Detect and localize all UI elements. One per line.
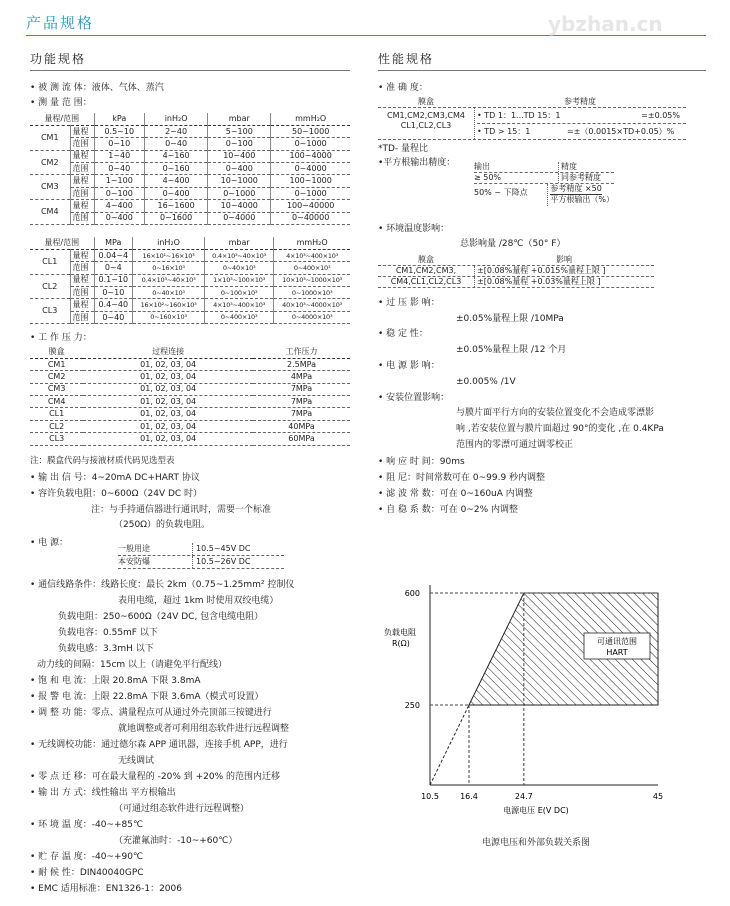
pressure-cell: CL3 — [30, 433, 83, 445]
table-row — [30, 287, 350, 299]
ambient-effect-sub: 总影响量 /28℃（50° F） — [460, 239, 566, 249]
range-cell: 范围 — [70, 163, 94, 175]
temp-row2-effect: ±[0.08%量程 +0.03%量程上限 ] — [474, 277, 654, 287]
overpressure-label: • 过 压 影 响： — [378, 298, 440, 308]
range-cell: 1~40 — [94, 150, 145, 162]
table-row — [30, 125, 350, 137]
range-cell: 4×10³~400×10³ — [274, 249, 350, 261]
range-cell: 0.4×10³~40×10³ — [205, 249, 274, 261]
range-cell: 2~40 — [145, 125, 208, 137]
range-cell: 量程 — [70, 175, 94, 187]
sqrt-row2-out: 50% ~ 下降点 — [474, 188, 528, 197]
pressure-header-cell: 工作压力 — [253, 346, 350, 358]
range-cell: 16×10¹~16×10³ — [133, 249, 205, 261]
range-cell: 0~4 — [94, 262, 133, 274]
power-is-label: 本安防爆 — [118, 557, 150, 566]
mounting-1: 与膜片面平行方向的安装位置变化不会造成零漂影 — [456, 408, 655, 418]
sqrt-head-out: 输出 — [474, 162, 490, 171]
pressure-cell: 60MPa — [253, 433, 350, 445]
x-tick-label: 24.7 — [514, 792, 533, 801]
table-row — [30, 311, 350, 323]
range-cell: 范围 — [70, 262, 94, 274]
range-cell: 10~4000 — [208, 200, 271, 212]
table-row — [30, 358, 350, 370]
range-cell: 0~400 — [208, 163, 271, 175]
measured-medium: • 被 测 流 体：液体、气体、蒸汽 — [30, 83, 164, 93]
table-row — [30, 138, 350, 150]
stability-value: ±0.05%量程上限 /12 个月 — [456, 345, 567, 355]
range-header-cell: 量程/范围 — [30, 237, 94, 249]
pressure-cell: 01, 02, 03, 04 — [83, 433, 253, 445]
pressure-cell: 7MPa — [253, 383, 350, 395]
saturation-current: • 饱 和 电 流：上限 20.8mA 下限 3.8mA — [30, 676, 201, 686]
damping: • 阻 尼：时间常数可在 0~99.9 秒内调整 — [378, 473, 546, 483]
performance-spec-title: 性能规格 — [378, 52, 435, 66]
range-cell: 1~100 — [94, 175, 145, 187]
range-cell: 0~160 — [145, 163, 208, 175]
acc-td-high: • TD > 15：1 — [477, 126, 531, 136]
power-label: • 电 源： — [30, 538, 69, 548]
pressure-cell: 7MPa — [253, 408, 350, 420]
range-cell: 100~40000 — [271, 200, 350, 212]
range-cell: 4×10³~400×10³ — [205, 299, 274, 311]
pressure-cell: 01, 02, 03, 04 — [83, 383, 253, 395]
range-cell: 1×10³~100×10³ — [205, 274, 274, 286]
acc-td-high-val: =±（0.0015×TD+0.05）% — [567, 126, 675, 136]
pressure-cell: 01, 02, 03, 04 — [83, 371, 253, 383]
y-axis-label-unit: R(Ω) — [392, 639, 410, 648]
range-cell: 4~400 — [145, 175, 208, 187]
table-row — [30, 200, 350, 212]
storage-temp: • 贮 存 温 度：-40~+90℃ — [30, 852, 144, 862]
range-cell: 100~1000 — [271, 175, 350, 187]
filter-constant: • 滤 波 常 数：可在 0~160uA 内调整 — [378, 489, 533, 499]
acc-head-box: 膜盒 — [418, 97, 434, 106]
range-cell: 0~400 — [94, 212, 145, 224]
power-is-value: 10.5~26V DC — [192, 556, 253, 568]
capsule-cell: CL1 — [30, 249, 70, 274]
acc-td-low-val: =±0.05% — [641, 110, 680, 120]
range-cell: 0~400×10³ — [205, 311, 274, 323]
capsule-cell: CL2 — [30, 274, 70, 299]
functional-spec-title: 功能规格 — [30, 52, 87, 66]
chart-caption: 电源电压和外部负载关系图 — [482, 838, 591, 848]
performance-spec-rule — [378, 70, 706, 71]
temp-row1-effect: ±[0.08%量程 +0.015%量程上限 ] — [474, 266, 654, 276]
comm-line-3: 负载电阻：250~600Ω（24V DC, 包含电缆电阻） — [58, 612, 264, 622]
y-axis-label: 负载电阻 — [384, 628, 416, 637]
x-tick-label: 45 — [652, 792, 664, 801]
pressure-cell: CM1 — [30, 358, 83, 370]
self-stabilization: • 自 稳 系 数：可在 0~2% 内调整 — [378, 505, 519, 515]
range-header-cell: mmH₂O — [274, 237, 350, 249]
functional-spec-rule — [30, 70, 350, 71]
range-header-cell: MPa — [94, 237, 133, 249]
range-cell: 0~40×10³ — [133, 287, 205, 299]
range-cell: 0~10 — [94, 287, 133, 299]
range-cell: 0.4~40 — [94, 299, 133, 311]
boundary-line — [430, 705, 469, 785]
pressure-cell: 01, 02, 03, 04 — [83, 420, 253, 432]
sqrt-row2-acc-2: 平方根输出（%） — [550, 195, 614, 204]
comm-line-4: 负载电容：0.55mF 以下 — [58, 628, 158, 638]
pressure-cell: CM3 — [30, 383, 83, 395]
table-row — [30, 299, 350, 311]
range-cell: 0~4000 — [271, 163, 350, 175]
range-cell: 100~4000 — [271, 150, 350, 162]
range-header-cell: inH₂O — [133, 237, 205, 249]
range-cell: 0~4000 — [208, 212, 271, 224]
range-cell: 量程 — [70, 249, 94, 261]
range-cell: 0~40 — [94, 163, 145, 175]
range-cell: 0~40 — [94, 311, 133, 323]
response-time: • 响 应 时 间：90ms — [378, 457, 465, 467]
acc-td-low: • TD 1：1...TD 15：1 — [477, 110, 561, 120]
table-row — [30, 274, 350, 286]
table-row — [30, 249, 350, 261]
range-cell: 0~100×10³ — [205, 287, 274, 299]
pressure-cell: 01, 02, 03, 04 — [83, 358, 253, 370]
comm-line-5: 负载电感：3.3mH 以下 — [58, 644, 154, 654]
sqrt-table — [474, 162, 614, 206]
range-cell: 量程 — [70, 274, 94, 286]
range-cell: 范围 — [70, 138, 94, 150]
mounting-2: 响 ,若安装位置与膜片面超过 90°的变化 ,在 0.4KPa — [456, 424, 664, 434]
power-table — [118, 543, 284, 569]
ambient-effect-table — [378, 255, 654, 288]
range-header-cell: mmH₂O — [271, 113, 350, 125]
accuracy-table — [378, 97, 686, 140]
capsule-note: 注：膜盒代码与接液材质代码见选型表 — [30, 456, 175, 466]
range-table-kpa — [30, 113, 350, 225]
x-tick-label: 16.4 — [460, 792, 478, 801]
table-row — [30, 371, 350, 383]
sqrt-head-acc: 精度 — [558, 162, 577, 172]
overpressure-value: ±0.05%量程上限 /10MPa — [456, 314, 564, 324]
emc-standard: • EMC 适用标准：EN1326-1：2006 — [30, 884, 182, 894]
pressure-cell: 01, 02, 03, 04 — [83, 408, 253, 420]
x-tick-label: 10.5 — [421, 792, 439, 801]
range-cell: 范围 — [70, 287, 94, 299]
stability-label: • 稳 定 性： — [378, 329, 428, 339]
power-effect-label: • 电 源 影 响： — [378, 361, 440, 371]
load-note-1: 注：与手持通信器进行通讯时，需要一个标准 — [91, 505, 272, 515]
weather-resistance: • 耐 候 性：DIN40040GPC — [30, 868, 144, 878]
range-cell: 量程 — [70, 125, 94, 137]
range-cell: 10~1000 — [208, 175, 271, 187]
hart-label-1: 可通讯范围 — [597, 637, 637, 646]
range-cell: 范围 — [70, 212, 94, 224]
range-header-cell: mbar — [208, 113, 271, 125]
pressure-cell: 01, 02, 03, 04 — [83, 396, 253, 408]
range-cell: 0.04~4 — [94, 249, 133, 261]
range-cell: 0~1000×10³ — [274, 287, 350, 299]
table-row — [30, 396, 350, 408]
pressure-header-cell: 膜盒 — [30, 346, 83, 358]
table-row — [30, 150, 350, 162]
pressure-header-cell: 过程连接 — [83, 346, 253, 358]
range-cell: 16×10²~160×10³ — [133, 299, 205, 311]
range-cell: 0.1~10 — [94, 274, 133, 286]
load-resistance: • 容许负载电阻：0~600Ω（24V DC 时） — [30, 489, 203, 499]
range-label: • 测 量 范 围： — [30, 98, 92, 108]
range-cell: 4~160 — [145, 150, 208, 162]
range-cell: 0~100 — [94, 187, 145, 199]
td-note: *TD- 量程比 — [378, 144, 429, 154]
table-row — [30, 187, 350, 199]
range-cell: 量程 — [70, 150, 94, 162]
mounting-label: • 安装位置影响： — [378, 393, 450, 403]
temp-head-effect: 影响 — [556, 255, 572, 264]
range-table-mpa — [30, 237, 350, 324]
ambient-temp-1: • 环 境 温 度：-40~+85℃ — [30, 820, 144, 830]
ambient-effect-label: • 环境温度影响： — [378, 224, 450, 234]
range-cell: 0.5~10 — [94, 125, 145, 137]
hart-label-2: HART — [606, 648, 628, 657]
pressure-label: • 工 作 压 力： — [30, 333, 92, 343]
range-header-cell: 量程/范围 — [30, 113, 94, 125]
range-cell: 量程 — [70, 200, 94, 212]
comm-line-2: 表用电缆，超过 1km 时使用双绞电缆） — [118, 596, 279, 606]
pressure-cell: CL1 — [30, 408, 83, 420]
range-cell: 0~40×10³ — [205, 262, 274, 274]
range-cell: 0~100 — [208, 138, 271, 150]
capsule-cell: CM1 — [30, 125, 70, 150]
range-cell: 0~40000 — [271, 212, 350, 224]
table-row — [30, 163, 350, 175]
range-cell: 50~1000 — [271, 125, 350, 137]
load-note-2: （250Ω）的负载电阻。 — [114, 520, 211, 530]
comm-line-6: 动力线的间隔：15cm 以上（请避免平行配线） — [37, 660, 228, 670]
capsule-cell: CM3 — [30, 175, 70, 200]
wireless-1: • 无线调校功能：通过德尔森 APP 通讯器，连接手机 APP，进行 — [30, 740, 288, 750]
zero-shift: • 零 点 迁 移：可在最大量程的 -20% 到 +20% 的范围内迁移 — [30, 772, 280, 782]
range-cell: 16~1600 — [145, 200, 208, 212]
sqrt-row1-out: ≥ 50% — [474, 173, 502, 182]
range-cell: 0~160×10³ — [133, 311, 205, 323]
range-cell: 0.4×10³~40×10³ — [133, 274, 205, 286]
table-row — [30, 175, 350, 187]
range-cell: 0~400 — [145, 187, 208, 199]
range-cell: 0~40 — [145, 138, 208, 150]
load-voltage-chart — [378, 575, 678, 827]
y-tick-label: 600 — [404, 589, 420, 598]
capsule-cell: CM2 — [30, 150, 70, 175]
temp-row2-box: CM4,CL1,CL2,CL3 — [390, 277, 462, 286]
temp-row1-box: CM1,CM2,CM3, — [395, 266, 457, 275]
pressure-cell: 2.5MPa — [253, 358, 350, 370]
y-tick-label: 250 — [404, 701, 420, 710]
adjust-2: 就地调整或者可利用组态软件进行远程调整 — [118, 724, 290, 734]
table-row — [30, 212, 350, 224]
range-cell: 0~4000×10³ — [274, 311, 350, 323]
pressure-cell: 7MPa — [253, 396, 350, 408]
output-mode-1: • 输 出 方 式：线性输出 平方根输出 — [30, 788, 176, 798]
acc-head-ref: 参考精度 — [564, 97, 596, 106]
sqrt-row2-acc: 参考精度 ×50 — [550, 184, 602, 193]
range-cell: 0~1000 — [208, 187, 271, 199]
watermark: ybzhan.cn — [548, 12, 663, 36]
pressure-table — [30, 346, 350, 446]
range-cell: 0~10 — [94, 138, 145, 150]
capsule-cell: CL3 — [30, 299, 70, 324]
pressure-cell: 4MPa — [253, 371, 350, 383]
capsule-cell: CM4 — [30, 200, 70, 225]
range-cell: 4~400 — [94, 200, 145, 212]
sqrt-row1-acc: 同参考精度 — [558, 173, 601, 183]
range-header-cell: inH₂O — [145, 113, 208, 125]
temp-head-box: 膜盒 — [418, 255, 434, 264]
acc-box-cm: CM1,CM2,CM3,CM4 — [387, 111, 465, 120]
range-cell: 10×10³~1000×10³ — [274, 274, 350, 286]
range-cell: 量程 — [70, 299, 94, 311]
adjust-1: • 调 整 功 能：零点、满量程点可从通过外壳顶部三按键进行 — [30, 708, 272, 718]
pressure-cell: CM4 — [30, 396, 83, 408]
range-cell: 范围 — [70, 187, 94, 199]
pressure-cell: CM2 — [30, 371, 83, 383]
pressure-cell: CL2 — [30, 420, 83, 432]
table-row — [30, 420, 350, 432]
mounting-3: 范围内的零漂可通过调零校正 — [456, 440, 574, 450]
output-mode-2: （可通过组态软件进行远程调整） — [114, 804, 250, 814]
range-cell: 0~400×10³ — [274, 262, 350, 274]
accuracy-label: • 准 确 度： — [378, 83, 428, 93]
range-cell: 0~1000 — [271, 187, 350, 199]
output-signal: • 输 出 信 号：4~20mA DC+HART 协议 — [30, 473, 200, 483]
range-cell: 40×10³~4000×10³ — [274, 299, 350, 311]
pressure-cell: 40MPa — [253, 420, 350, 432]
table-row — [30, 383, 350, 395]
acc-box-cl: CL1,CL2,CL3 — [400, 121, 452, 130]
range-cell: 0~1000 — [271, 138, 350, 150]
range-header-cell: mbar — [205, 237, 274, 249]
range-cell: 5~100 — [208, 125, 271, 137]
range-cell: 0~16×10³ — [133, 262, 205, 274]
power-general-value: 10.5~45V DC — [192, 543, 253, 555]
table-row — [30, 262, 350, 274]
x-axis-label: 电源电压 E(V DC) — [503, 806, 569, 815]
range-cell: 0~1600 — [145, 212, 208, 224]
comm-line-1: • 通信线路条件：线路长度：最长 2km（0.75~1.25mm² 控制仪 — [30, 580, 295, 590]
range-header-cell: kPa — [94, 113, 145, 125]
sqrt-accuracy-label: •平方根输出精度： — [378, 158, 456, 168]
table-row — [30, 433, 350, 445]
wireless-2: 无线调试 — [118, 756, 155, 766]
range-cell: 10~400 — [208, 150, 271, 162]
power-general-label: 一般用途 — [118, 544, 150, 553]
alarm-current: • 报 警 电 流：上限 22.8mA 下限 3.6mA（模式可设置） — [30, 692, 264, 702]
power-effect-value: ±0.005% /1V — [456, 377, 516, 387]
table-row — [30, 408, 350, 420]
page-header-title: 产品规格 — [26, 14, 95, 32]
ambient-temp-2: （充灌氟油时：-10~+60℃） — [114, 836, 238, 846]
range-cell: 范围 — [70, 311, 94, 323]
